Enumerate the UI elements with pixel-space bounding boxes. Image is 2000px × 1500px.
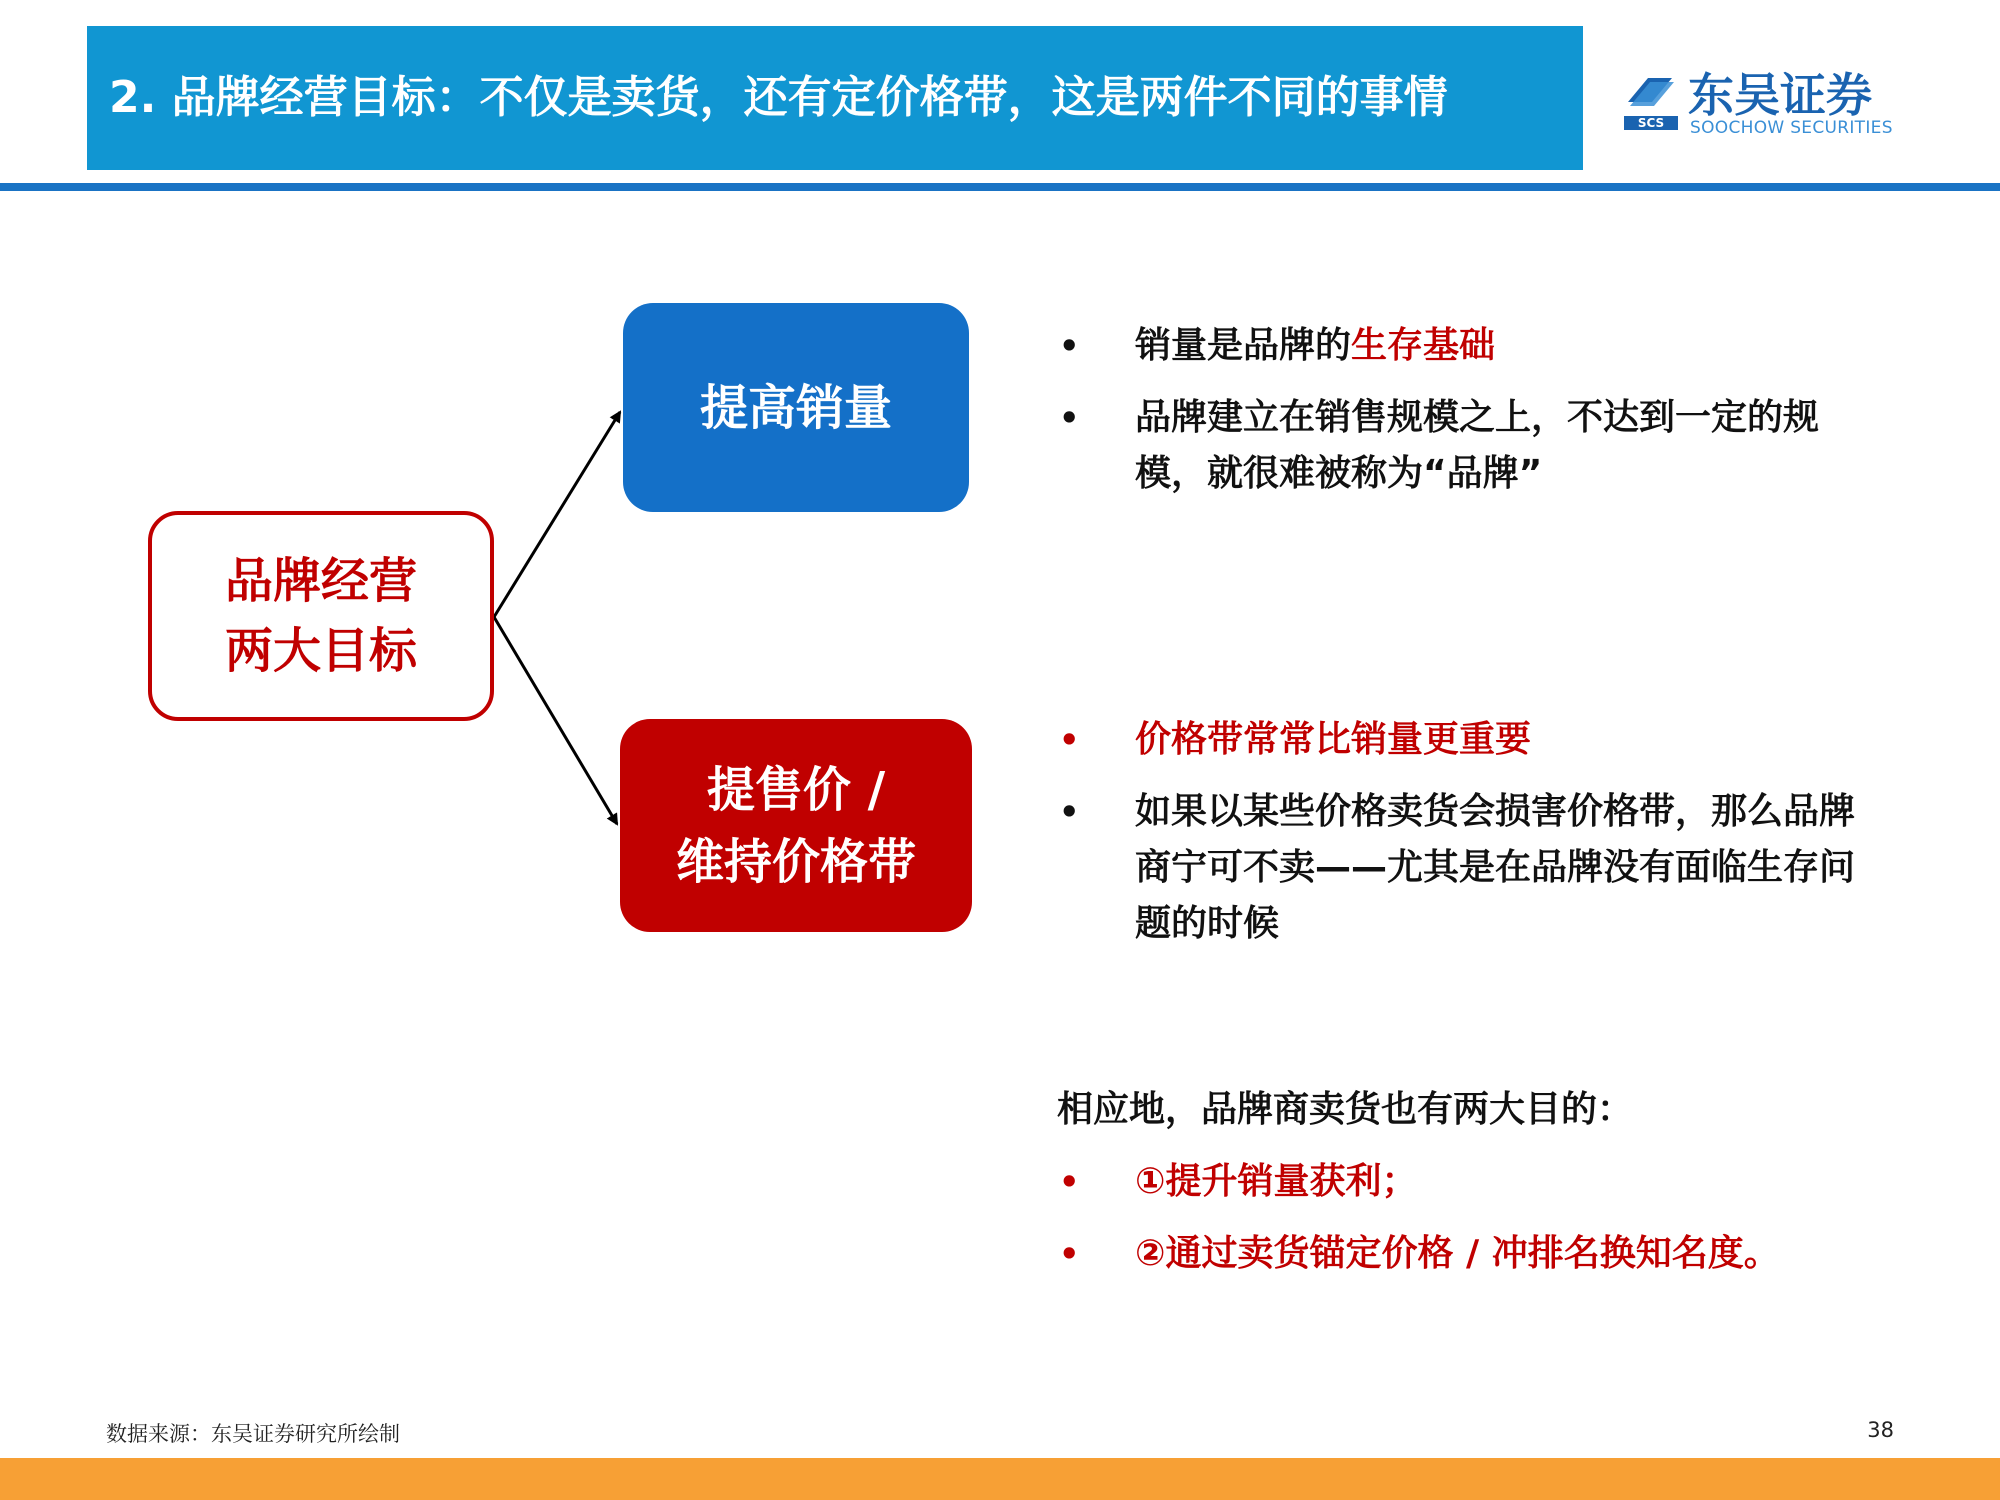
bullet-text: 品牌建立在销售规模之上，不达到一定的规模，就很难被称为“品牌” (1135, 397, 1820, 494)
goal-price-band-line1: 提售价 / (706, 761, 886, 818)
bullet-text: ①提升销量获利； (1135, 1161, 1418, 1202)
goal-price-band-box (620, 719, 972, 932)
bullet-icon: • (1059, 327, 1080, 365)
list-item (1055, 390, 1855, 502)
list-item (1055, 784, 1855, 952)
list-item (1055, 1226, 1855, 1282)
company-logo (1616, 68, 1896, 138)
title-bar (87, 26, 1583, 170)
bullet-icon: • (1059, 1235, 1080, 1273)
list-item (1055, 1154, 1855, 1210)
goal-increase-sales-box (623, 303, 969, 512)
goal-increase-sales-label: 提高销量 (699, 379, 892, 436)
bullet-icon: • (1059, 721, 1080, 759)
footer-bar (0, 1458, 2000, 1500)
bullet-icon: • (1059, 1163, 1080, 1201)
goal-price-band-line2: 维持价格带 (675, 833, 916, 890)
bullet-text: 如果以某些价格卖货会损害价格带，那么品牌商宁可不卖——尤其是在品牌没有面临生存问题的时候 (1135, 791, 1856, 944)
bullet-icon: • (1059, 399, 1080, 437)
bullet-text: 价格带常常比销量更重要 (1135, 719, 1532, 760)
root-goal-line2: 两大目标 (224, 623, 417, 679)
list-item (1055, 712, 1855, 768)
price-band-bullets (1055, 712, 1855, 952)
root-goal-line1: 品牌经营 (224, 553, 417, 609)
page-title: 2. 品牌经营目标：不仅是卖货，还有定价格带，这是两件不同的事情 (109, 72, 1448, 123)
title-divider (0, 183, 2000, 191)
arrow-to-top-branch (494, 412, 620, 617)
bullet-highlight: 生存基础 (1351, 325, 1496, 366)
logo-english-name: SOOCHOW SECURITIES (1690, 118, 1893, 138)
scs-logo-icon (1622, 72, 1680, 134)
root-goal-box (148, 511, 494, 721)
logo-mark-text: SCS (1637, 116, 1665, 130)
summary-block (1055, 1082, 1855, 1282)
bullet-text: ②通过卖货锚定价格 / 冲排名换知名度。 (1135, 1233, 1780, 1274)
list-item (1055, 318, 1855, 374)
page-number: 38 (1867, 1418, 1894, 1442)
sales-bullets (1055, 318, 1855, 502)
logo-chinese-name: 东吴证券 (1688, 68, 1872, 122)
bullet-text: 销量是品牌的 (1135, 325, 1352, 366)
arrow-to-bottom-branch (494, 617, 617, 824)
bullet-icon: • (1059, 793, 1080, 831)
summary-intro: 相应地，品牌商卖货也有两大目的： (1057, 1089, 1634, 1130)
data-source-note: 数据来源：东吴证券研究所绘制 (106, 1422, 400, 1446)
